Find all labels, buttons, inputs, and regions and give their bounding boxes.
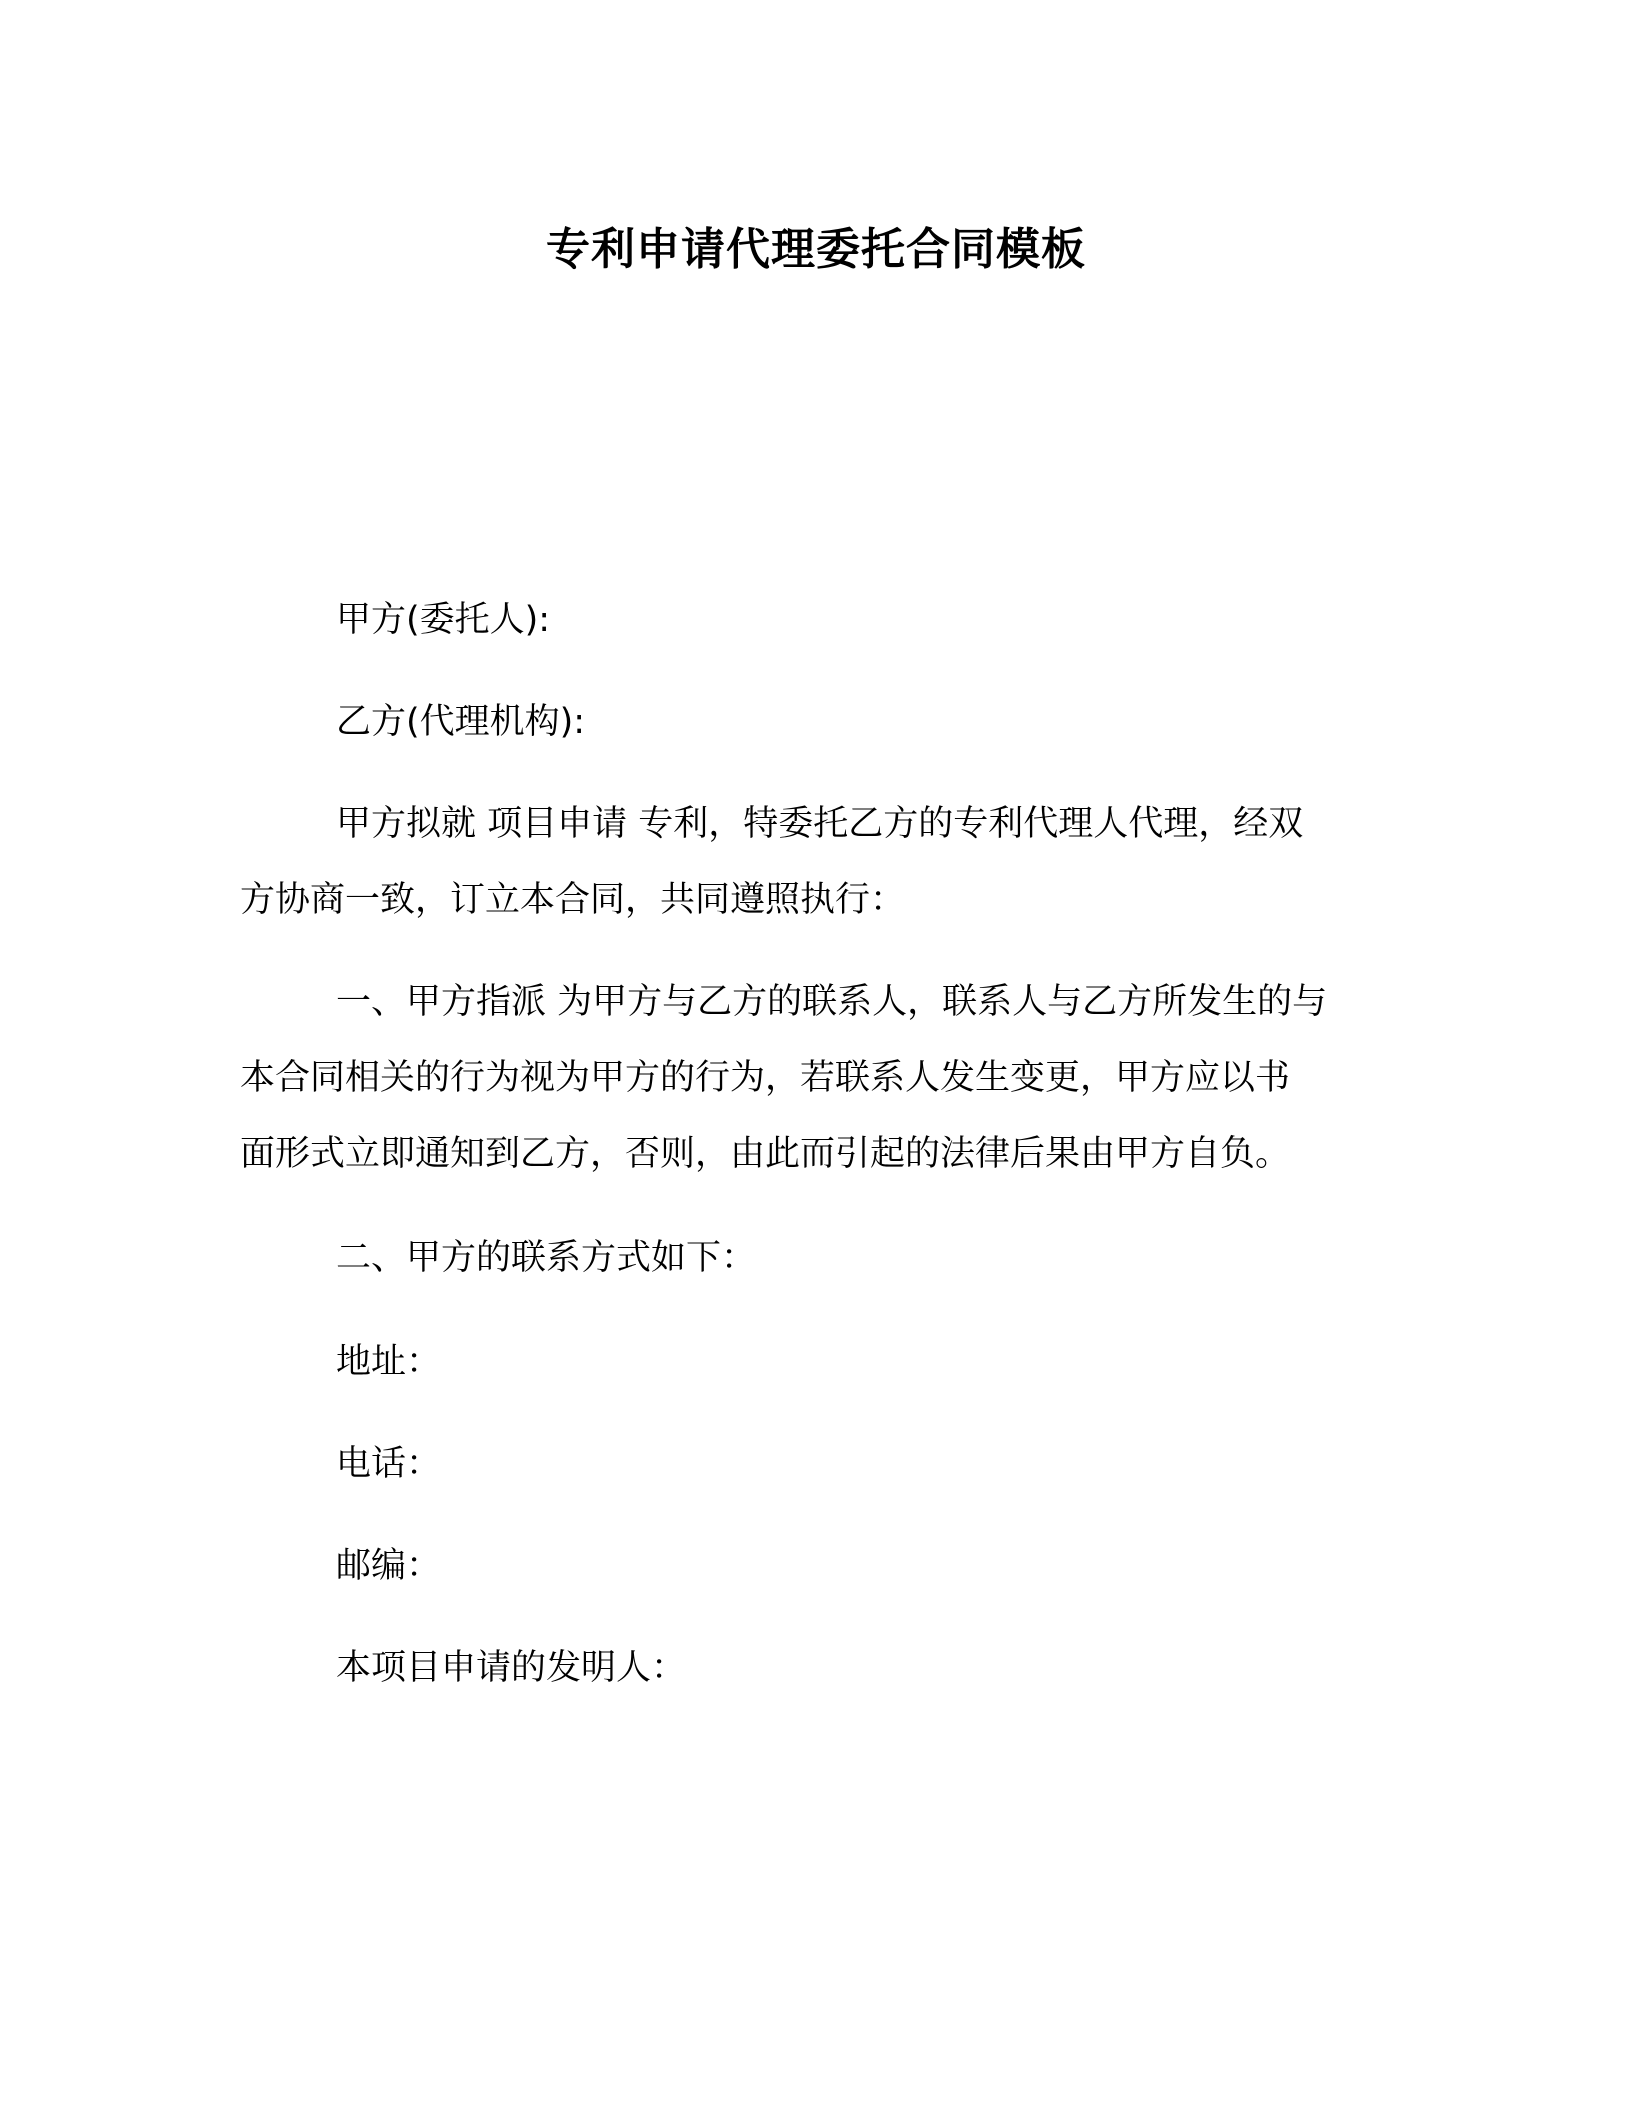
intro-line-2: 方协商一致，订立本合同，共同遵照执行： <box>240 880 906 920</box>
clause1-line-2: 本合同相关的行为视为甲方的行为，若联系人发生变更，甲方应以书 <box>240 1058 1291 1098</box>
intro-line-1: 甲方拟就 项目申请 专利，特委托乙方的专利代理人代理，经双 <box>336 804 1304 844</box>
postcode-label: 邮编： <box>336 1546 442 1586</box>
party-a-label: 甲方(委托人): <box>336 600 551 640</box>
clause2-heading: 二、甲方的联系方式如下： <box>336 1238 757 1278</box>
phone-label: 电话： <box>336 1444 442 1484</box>
clause1-line-1: 一、甲方指派 为甲方与乙方的联系人，联系人与乙方所发生的与 <box>336 982 1328 1022</box>
party-b-label: 乙方(代理机构): <box>336 702 586 742</box>
inventor-label: 本项目申请的发明人： <box>336 1648 687 1688</box>
document-title: 专利申请代理委托合同模板 <box>546 224 1086 275</box>
address-label: 地址： <box>336 1342 442 1382</box>
clause1-line-3: 面形式立即通知到乙方，否则，由此而引起的法律后果由甲方自负。 <box>240 1134 1291 1174</box>
